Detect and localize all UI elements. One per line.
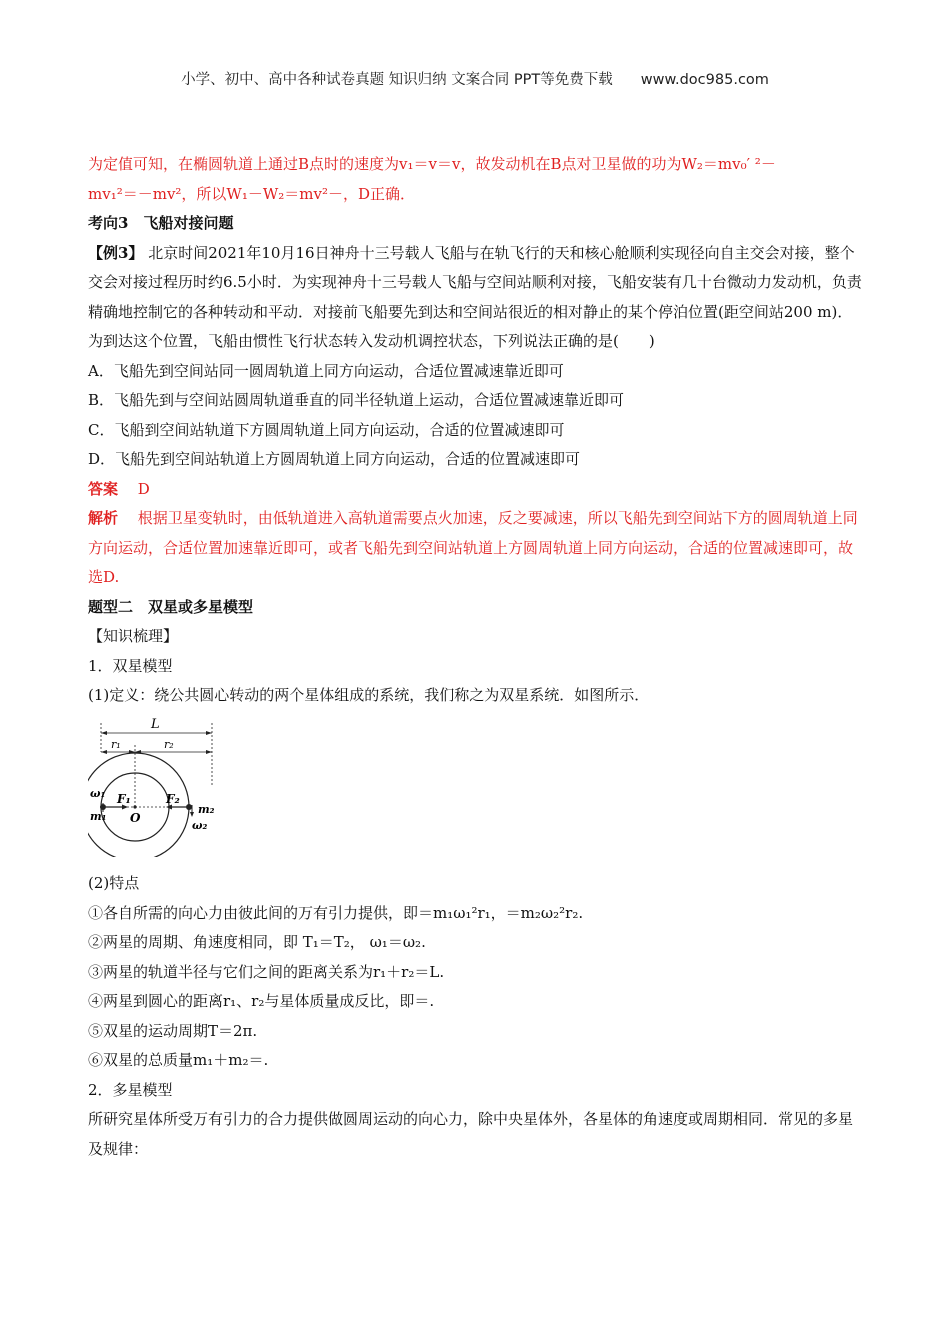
fig-label-omega1: ω₁ (90, 786, 106, 800)
multi-star-heading: 2．多星模型 (88, 1080, 173, 1099)
fig-label-L: L (151, 716, 160, 732)
knowledge-label: 【知识梳理】 (88, 627, 179, 645)
fig-L-arrowhead-right (206, 731, 212, 735)
answer-label: 答案 (88, 479, 119, 498)
option-b: B．飞船先到与空间站圆周轨道垂直的同半径轨道上运动，合适位置减速靠近即可 (88, 391, 625, 409)
example-text: 北京时间2021年10月16日神舟十三号载人飞船与在轨飞行的天和核心舱顺利实现径向自主交会对接，整个交会对接过程历时约6.5小时．为实现神舟十三号载人飞船与空间站顺利对接，飞船安装有几十台微动力发动机，负责精确地控制它的各种转动和平动．对接前飞船要先到达和空间站很近的相对静止的某个停泊位置(距空间站200 m)．为到达这个位置，飞船由惯性飞行状态转入发动机调控状态，下列说法正确的是( ) (88, 243, 862, 350)
feature-2: ②两星的周期、角速度相同，即 T₁＝T₂， ω₁＝ω₂. (88, 933, 426, 951)
feature-4: ④两星到圆心的距离r₁、r₂与星体质量成反比，即＝. (88, 992, 435, 1010)
option-d: D．飞船先到空间站轨道上方圆周轨道上同方向运动，合适的位置减速即可 (88, 450, 581, 468)
fig-label-F1: F₁ (117, 791, 131, 806)
prev-solution-line-2: mv₁²＝－mv²，所以W₁－W₂＝mv²－，D正确． (88, 184, 416, 203)
double-star-figure (88, 717, 228, 857)
fig-label-O: O (130, 810, 141, 825)
fig-r2-arrowhead-right (206, 750, 212, 754)
feature-1: ①各自所需的向心力由彼此间的万有引力提供，即＝m₁ω₁²r₁，＝m₂ω₂²r₂. (88, 903, 584, 922)
fig-L-arrowhead-left (101, 731, 107, 735)
page-content (88, 150, 863, 1164)
answer-value: D (137, 479, 150, 498)
fig-label-omega2: ω₂ (192, 818, 208, 832)
double-star-heading: 1．双星模型 (88, 656, 173, 675)
feature-6: ⑥双星的总质量m₁＋m₂＝. (88, 1051, 269, 1069)
fig-velocity-m2-head (190, 812, 194, 817)
answer-line (88, 475, 863, 505)
fig-label-r1: r₁ (111, 737, 121, 751)
option-a: A．飞船先到空间站同一圆周轨道上同方向运动，合适位置减速靠近即可 (88, 361, 564, 380)
analysis-label: 解析 (88, 509, 119, 527)
analysis-paragraph (88, 504, 863, 593)
example-question (88, 239, 863, 357)
fig-label-r2: r₂ (164, 737, 174, 751)
double-star-definition: (1)定义：绕公共圆心转动的两个星体组成的系统，我们称之为双星系统．如图所示． (88, 686, 650, 704)
header-site-link[interactable]: www.doc985.com (640, 72, 769, 88)
page-header (0, 68, 950, 89)
fig-label-m1: m₁ (90, 809, 107, 823)
fig-label-m2: m₂ (198, 802, 215, 816)
prev-solution-line-1: 为定值可知，在椭圆轨道上通过B点时的速度为v₁＝v＝v，故发动机在B点对卫星做的功为W₂＝mv₀′ ²－ (88, 155, 776, 173)
feature-5: ⑤双星的运动周期T＝2π. (88, 1021, 258, 1040)
multi-star-text: 所研究星体所受万有引力的合力提供做圆周运动的向心力，除中央星体外，各星体的角速度或周期相同．常见的多星及规律： (88, 1110, 854, 1158)
feature-3: ③两星的轨道半径与它们之间的距离关系为r₁＋r₂＝L. (88, 962, 445, 981)
section-heading-3: 考向3 飞船对接问题 (88, 214, 234, 232)
fig-star-m2 (186, 804, 192, 810)
fig-center-O (133, 805, 136, 808)
type-heading-2: 题型二 双星或多星模型 (88, 597, 254, 616)
fig-label-F2: F₂ (166, 791, 180, 806)
option-c: C．飞船到空间站轨道下方圆周轨道上同方向运动，合适的位置减速即可 (88, 420, 565, 439)
analysis-text: 根据卫星变轨时，由低轨道进入高轨道需要点火加速，反之要减速，所以飞船先到空间站下方的圆周轨道上同方向运动，合适位置加速靠近即可，或者飞船先到空间站轨道上方圆周轨道上同方向运动，合适的位置减速即可，故选D. (88, 509, 858, 586)
features-heading: (2)特点 (88, 874, 140, 892)
example-tag: 【例3】 (88, 243, 144, 262)
header-text: 小学、初中、高中各种试卷真题 知识归纳 文案合同 PPT等免费下载 (181, 72, 613, 88)
fig-r1-arrowhead-left (101, 750, 107, 754)
